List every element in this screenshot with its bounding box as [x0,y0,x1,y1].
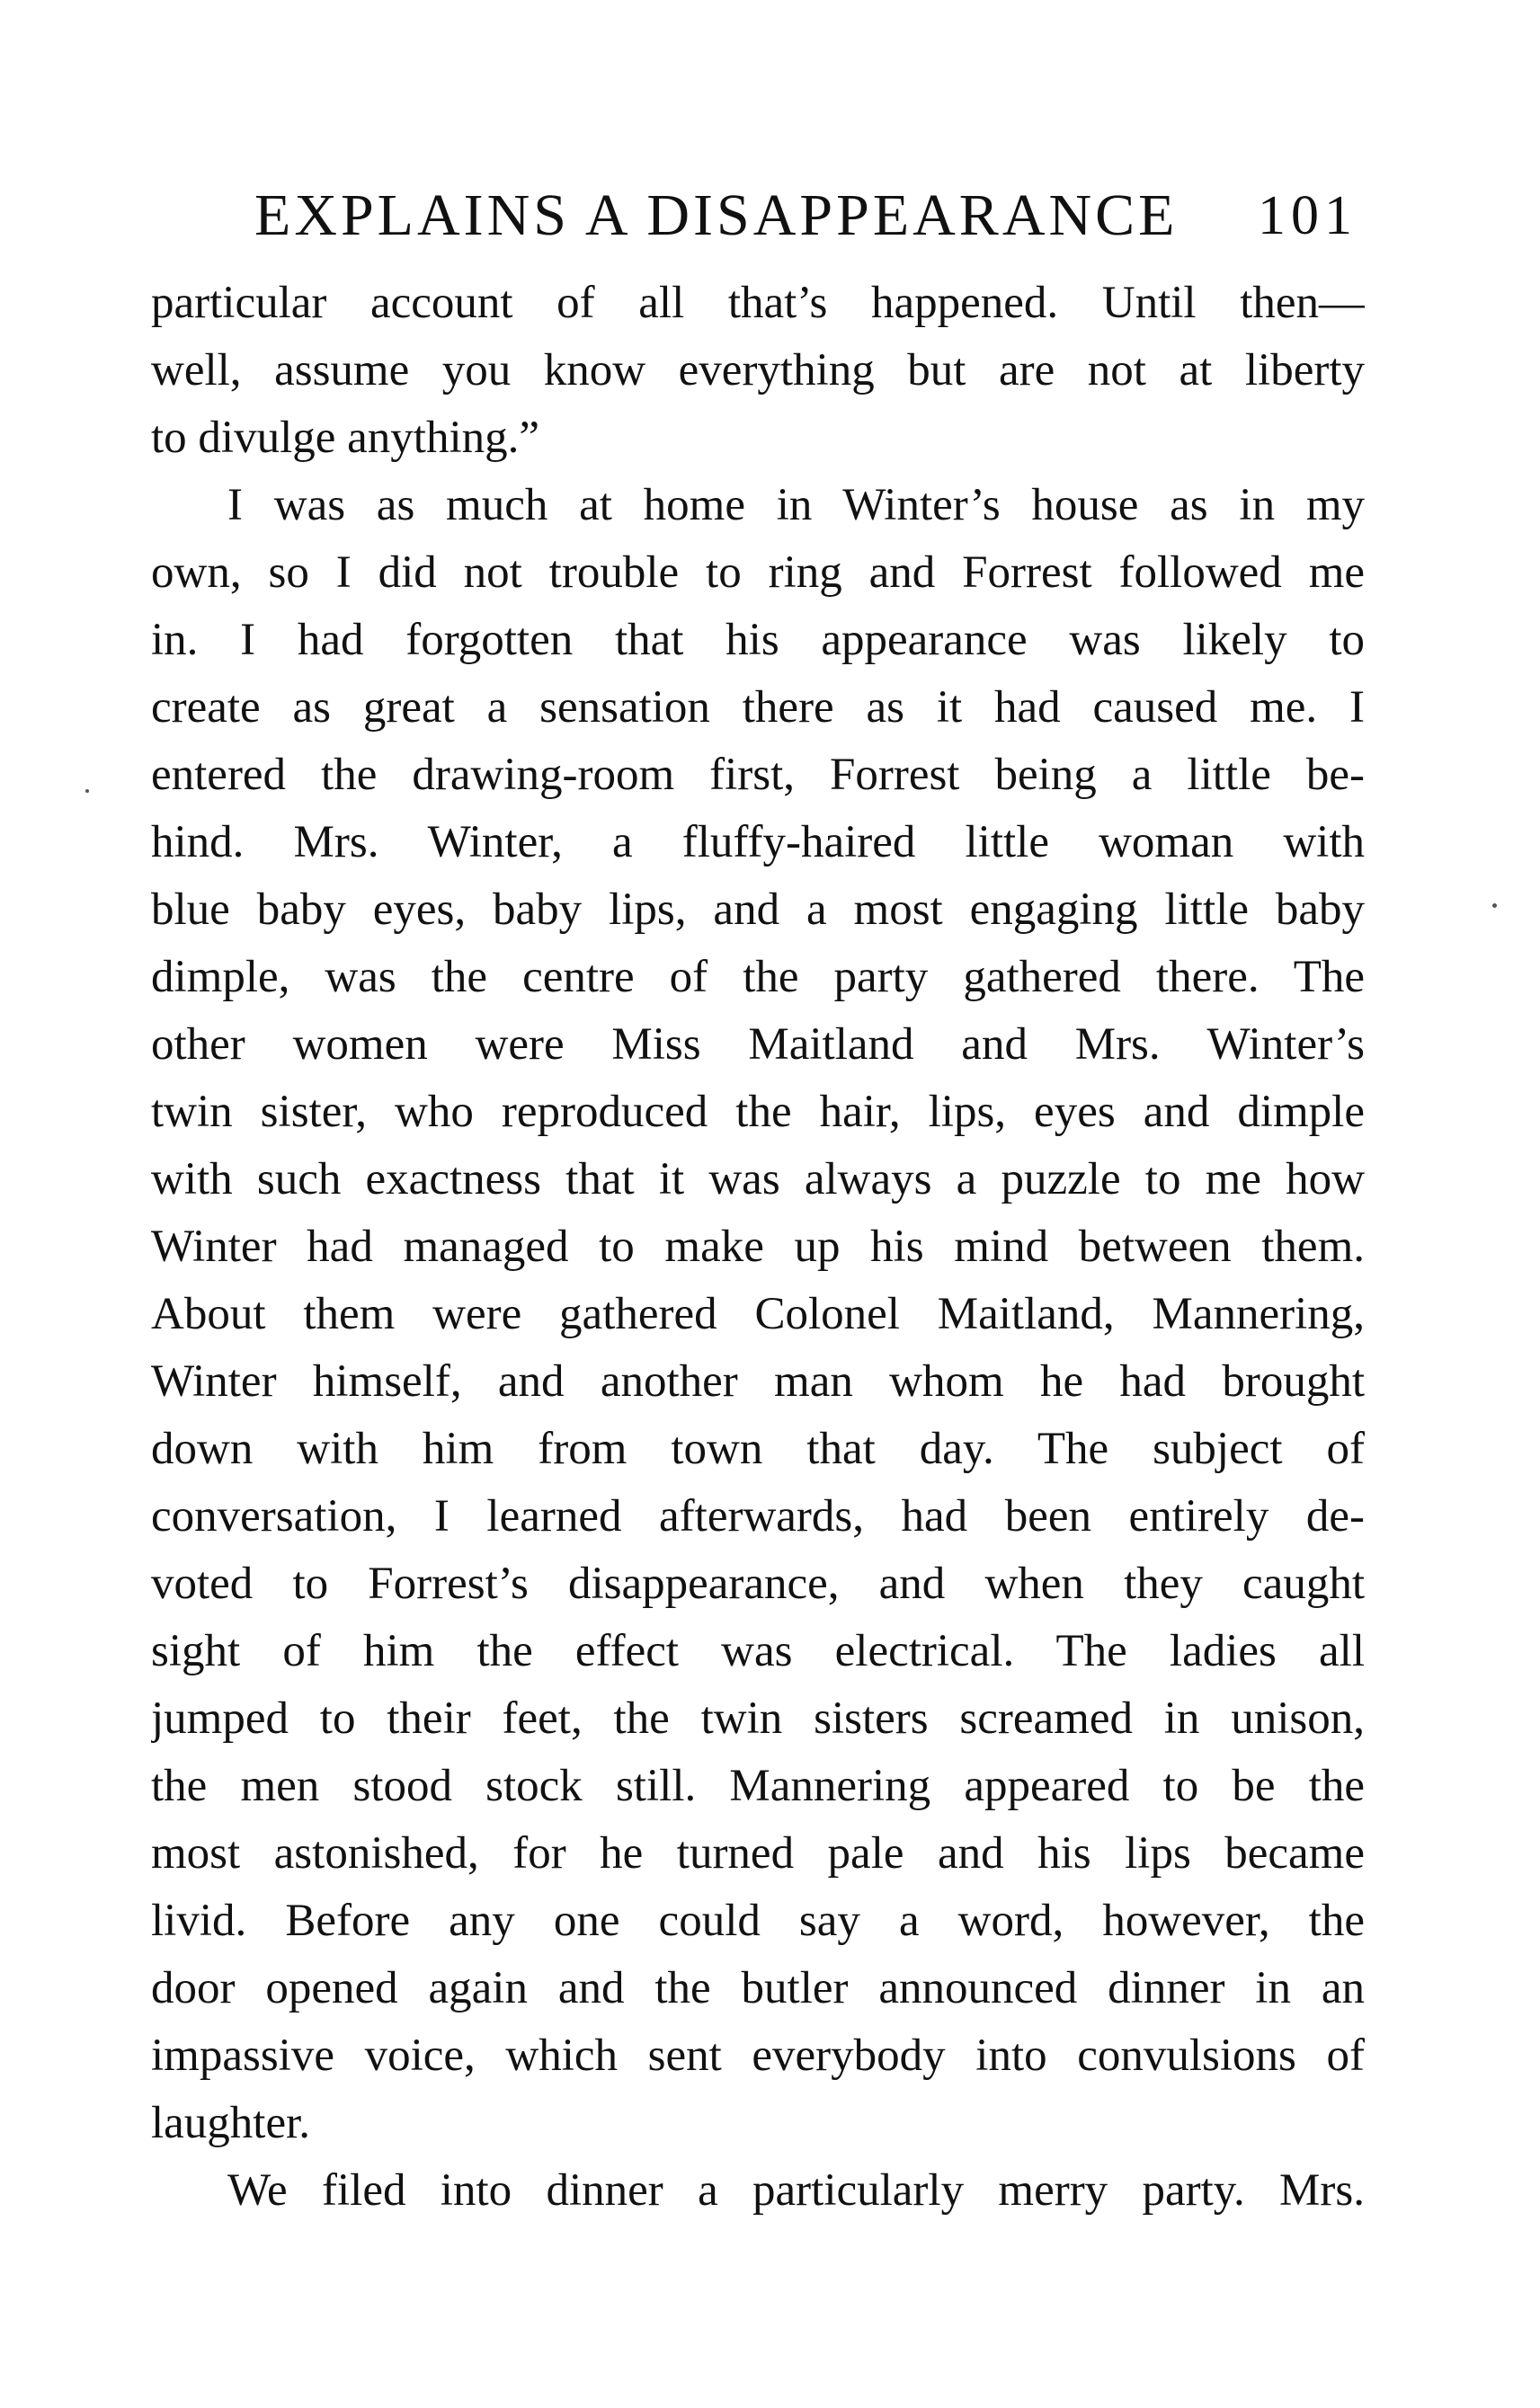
text-line: the men stood stock still. Mannering appeared to be the [151,1761,1365,1811]
text-line: Winter himself, and another man whom he had brought [151,1356,1365,1407]
text-line: hind. Mrs. Winter, a fluffy-haired little woman with [151,817,1365,867]
text-line: blue baby eyes, baby lips, and a most engaging little baby [151,884,1365,935]
text-line: livid. Before any one could say a word, however, the [151,1896,1365,1946]
body-text [151,270,1365,2225]
text-line: create as great a sensation there as it had caused me. I [151,682,1365,733]
text-line: laughter. [151,2098,311,2148]
text-line: voted to Forrest’s disappearance, and when they caught [151,1559,1365,1609]
text-line: most astonished, for he turned pale and his lips became [151,1828,1365,1879]
text-line: own, so I did not trouble to ring and Forrest followed me [151,547,1365,598]
text-line: particular account of all that’s happened. Until then— [151,278,1365,328]
text-line: other women were Miss Maitland and Mrs. Winter’s [151,1019,1365,1070]
paper-speck [85,789,89,793]
page-number: 101 [1258,185,1358,246]
running-title: EXPLAINS A DISAPPEARANCE [254,182,1179,248]
running-head [254,180,1358,252]
text-line: conversation, I learned afterwards, had been entirely de- [151,1491,1365,1542]
text-line: entered the drawing-room first, Forrest being a little be- [151,750,1365,800]
paper-speck [1492,903,1497,908]
text-line: with such exactness that it was always a puzzle to me how [151,1154,1365,1204]
text-line: to divulge anything.” [151,413,540,463]
text-line: About them were gathered Colonel Maitland, Mannering, [151,1289,1365,1339]
text-line: Winter had managed to make up his mind between them. [151,1222,1365,1272]
text-line: sight of him the effect was electrical. The ladies all [151,1626,1365,1676]
text-line: down with him from town that day. The subject of [151,1424,1365,1474]
text-line: in. I had forgotten that his appearance was likely to [151,615,1365,665]
text-line: impassive voice, which sent everybody into convulsions of [151,2030,1365,2081]
text-line: twin sister, who reproduced the hair, lips, eyes and dimple [151,1087,1365,1137]
text-line: well, assume you know everything but are not at liberty [151,345,1365,395]
text-line: dimple, was the centre of the party gathered there. The [151,952,1365,1002]
text-line: door opened again and the butler announced dinner in an [151,1963,1365,2013]
text-line: I was as much at home in Winter’s house as in my [227,480,1365,530]
text-line: We filed into dinner a particularly merry party. Mrs. [227,2165,1365,2216]
text-line: jumped to their feet, the twin sisters screamed in unison, [151,1693,1365,1744]
